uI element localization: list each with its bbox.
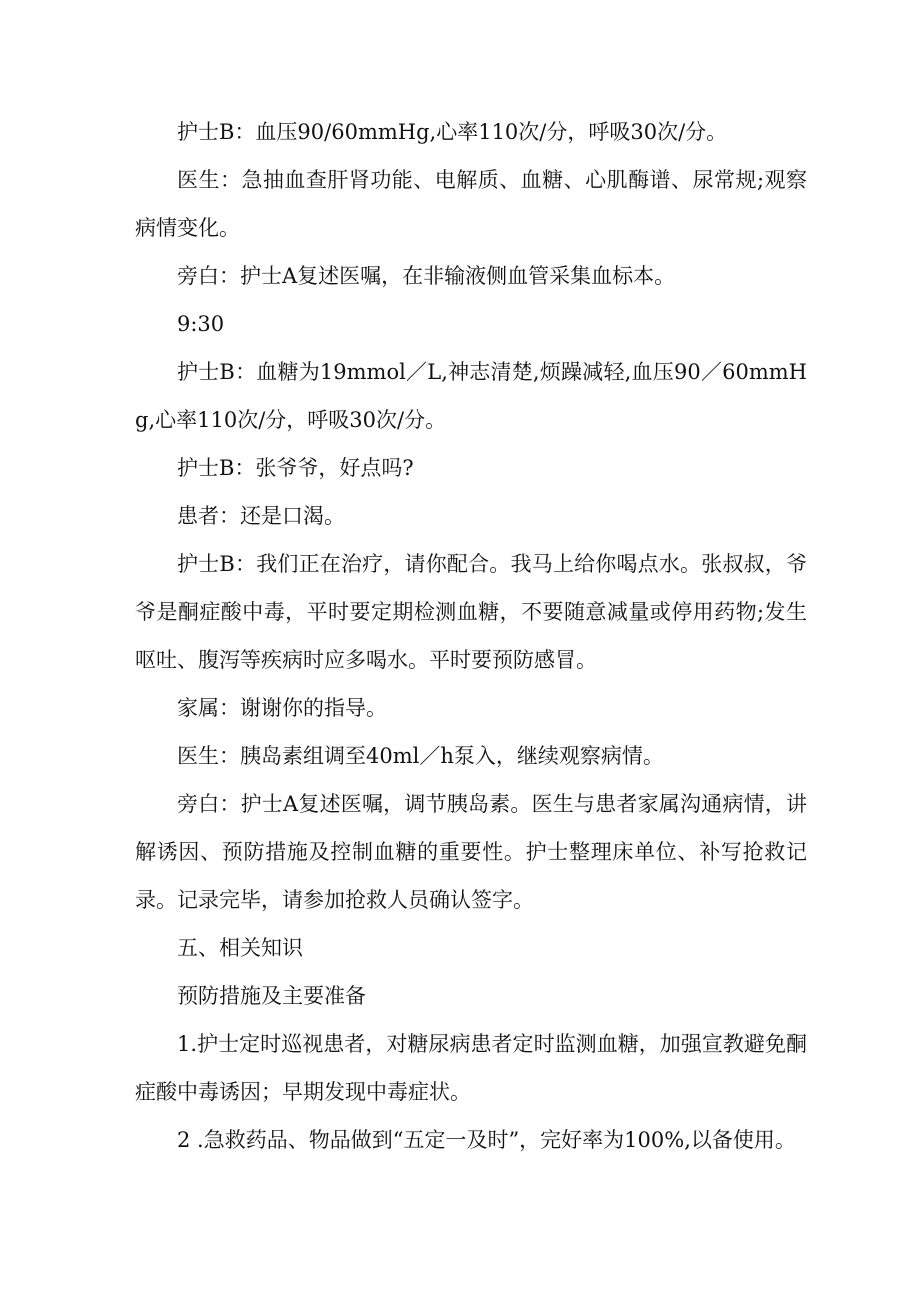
section-heading-related-knowledge: 五、相关知识 bbox=[177, 936, 303, 960]
paragraph-narration-blood-sample: 旁白：护士A复述医嘱，在非输液侧血管采集血标本。 bbox=[177, 264, 676, 288]
paragraph-family-thanks: 家属：谢谢你的指导。 bbox=[177, 696, 387, 720]
paragraph-doctor-orders: 医生：急抽血查肝肾功能、电解质、血糖、心肌酶谱、尿常规;观察病情变化。 bbox=[135, 168, 807, 240]
list-item-1: 1.护士定时巡视患者，对糖尿病患者定时监测血糖，加强宣教避免酮症酸中毒诱因；早期发现中毒症状。 bbox=[135, 1032, 807, 1104]
paragraph-doctor-insulin: 医生：胰岛素组调至40ml／h泵入，继续观察病情。 bbox=[177, 744, 664, 768]
paragraph-narration-insulin: 旁白：护士A复述医嘱，调节胰岛素。医生与患者家属沟通病情，讲解诱因、预防措施及控制血糖的重要性。护士整理床单位、补写抢救记录。记录完毕，请参加抢救人员确认签字。 bbox=[135, 792, 807, 912]
list-item-2: 2 .急救药品、物品做到“五定一及时”，完好率为100%,以备使用。 bbox=[177, 1128, 796, 1152]
paragraph-nurse-b-education: 护士B：我们正在治疗，请你配合。我马上给你喝点水。张叔叔，爷爷是酮症酸中毒，平时要定期检测血糖，不要随意减量或停用药物;发生呕吐、腹泻等疾病时应多喝水。平时要预防感冒。 bbox=[135, 552, 807, 672]
paragraph-nurse-b-glucose: 护士B：血糖为19mmol／L,神志清楚,烦躁减轻,血压90／60mmHg,心率110次/分，呼吸30次/分。 bbox=[135, 360, 807, 432]
subheading-prevention: 预防措施及主要准备 bbox=[177, 984, 366, 1008]
paragraph-patient-reply: 患者：还是口渴。 bbox=[177, 504, 345, 528]
paragraph-nurse-b-greeting: 护士B：张爷爷，好点吗? bbox=[177, 456, 414, 480]
paragraph-time-stamp: 9:30 bbox=[177, 312, 225, 336]
paragraph-nurse-b-vitals: 护士B：血压90/60mmHg,心率110次/分，呼吸30次/分。 bbox=[177, 120, 728, 144]
document-body bbox=[135, 108, 807, 1164]
